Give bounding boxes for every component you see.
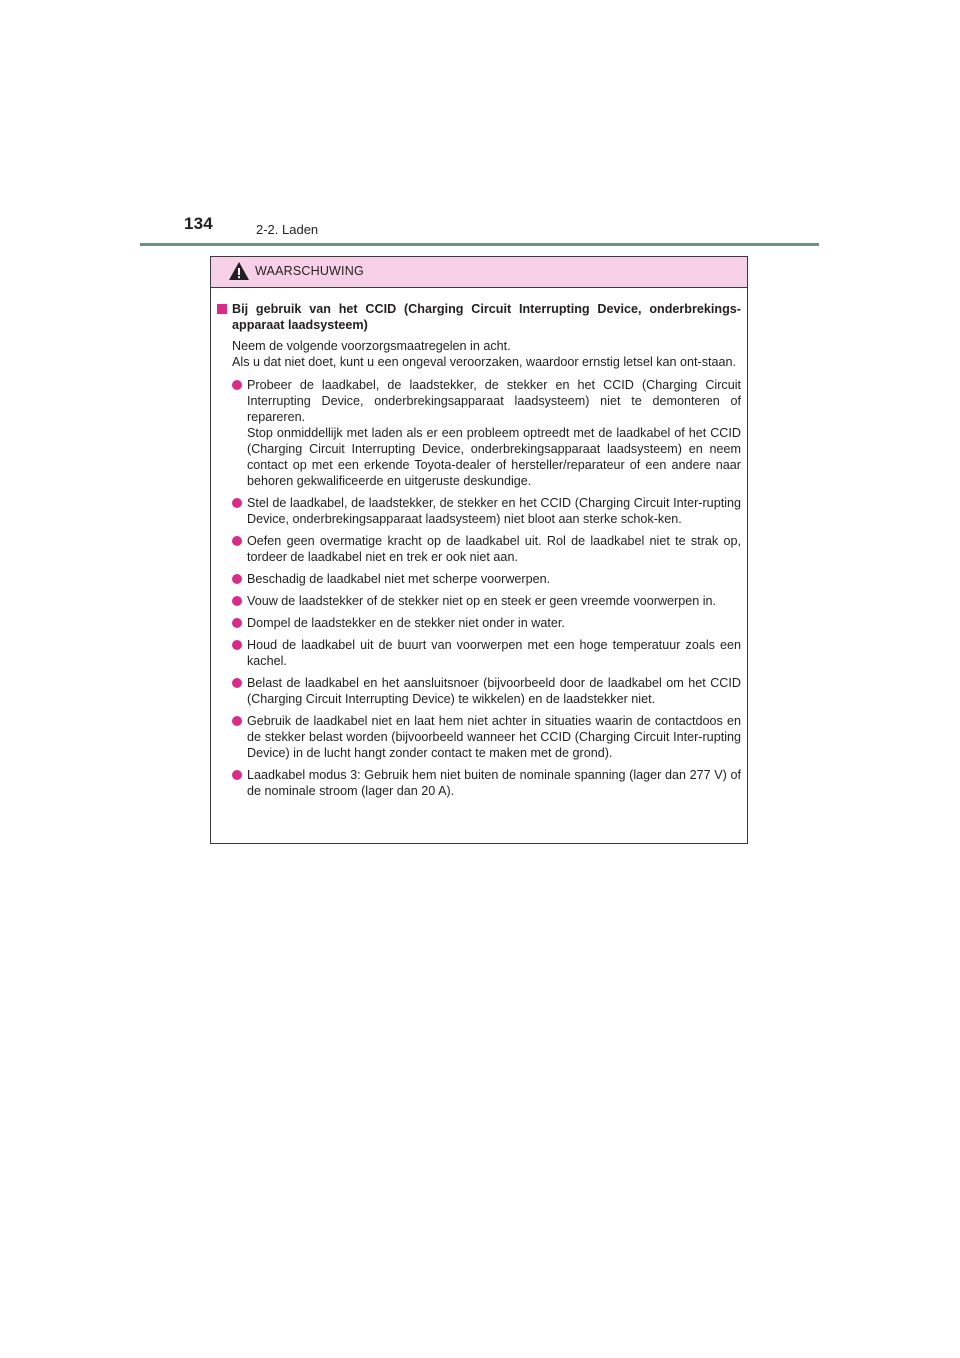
intro-line: Als u dat niet doet, kunt u een ongeval veroorzaken, waardoor ernstig letsel kan ont-staan.	[232, 355, 737, 369]
warning-triangle-icon	[228, 261, 250, 281]
list-item-text	[247, 495, 741, 527]
list-item-line: Stel de laadkabel, de laadstekker, de stekker en het CCID (Charging Circuit Inter-rupting Device, onderbrekingsapparaat laadsysteem) niet bloot aan sterke schok-ken.	[247, 496, 741, 526]
list-item-line: Stop onmiddellijk met laden als er een probleem optreedt met de laadkabel of het CCID (Charging Circuit Interrupting Device, onderbrekingsapparaat laadsysteem) en neem contact op met een erkende Toyota-dealer of hersteller/reparateur of een andere naar behoren gekwalificeerde en uitgeruste deskundige.	[247, 426, 741, 488]
section-label: 2-2. Laden	[256, 222, 319, 237]
bullet-dot-icon	[232, 678, 242, 688]
warning-heading	[217, 301, 741, 333]
page-number: 134	[184, 214, 213, 233]
list-item-line: Laadkabel modus 3: Gebruik hem niet buiten de nominale spanning (lager dan 277 V) of de nominale stroom (lager dan 20 A).	[247, 768, 741, 798]
list-item-text	[247, 377, 741, 489]
list-item	[232, 495, 741, 527]
list-item-line: Dompel de laadstekker en de stekker niet onder in water.	[247, 616, 565, 630]
list-item	[232, 675, 741, 707]
list-item	[232, 615, 741, 631]
list-item-text	[247, 675, 741, 707]
bullet-dot-icon	[232, 536, 242, 546]
bullet-dot-icon	[232, 574, 242, 584]
bullet-dot-icon	[232, 640, 242, 650]
warning-intro	[232, 338, 741, 370]
warning-list	[232, 377, 741, 799]
list-item-text	[247, 637, 741, 669]
list-item-line: Houd de laadkabel uit de buurt van voorwerpen met een hoge temperatuur zoals een kachel.	[247, 638, 741, 668]
list-item-line: Probeer de laadkabel, de laadstekker, de stekker en het CCID (Charging Circuit Interrupting Device, onderbrekingsapparaat laadsysteem) niet te demonteren of repareren.	[247, 378, 741, 424]
list-item-line: Oefen geen overmatige kracht op de laadkabel uit. Rol de laadkabel niet te strak op, tordeer de laadkabel niet en trek er ook niet aan.	[247, 534, 741, 564]
list-item-line: Beschadig de laadkabel niet met scherpe voorwerpen.	[247, 572, 551, 586]
list-item	[232, 533, 741, 565]
list-item	[232, 571, 741, 587]
list-item-text	[247, 533, 741, 565]
list-item-text	[247, 713, 741, 761]
list-item-text	[247, 615, 741, 631]
list-item-text	[247, 571, 741, 587]
warning-heading-text: Bij gebruik van het CCID (Charging Circuit Interrupting Device, onderbrekings-apparaat laadsysteem)	[232, 302, 741, 332]
list-item	[232, 767, 741, 799]
list-item-line: Vouw de laadstekker of de stekker niet op en steek er geen vreemde voorwerpen in.	[247, 594, 717, 608]
warning-header	[211, 257, 747, 288]
list-item	[232, 713, 741, 761]
list-item-line: Belast de laadkabel en het aansluitsnoer (bijvoorbeeld door de laadkabel om het CCID (Charging Circuit Interrupting Device) te wikkelen) en de laadstekker niet.	[247, 676, 741, 706]
intro-line: Neem de volgende voorzorgsmaatregelen in acht.	[232, 339, 511, 353]
square-bullet-icon	[217, 304, 227, 314]
warning-title: WAARSCHUWING	[255, 264, 364, 278]
bullet-dot-icon	[232, 770, 242, 780]
bullet-dot-icon	[232, 596, 242, 606]
bullet-dot-icon	[232, 618, 242, 628]
list-item	[232, 593, 741, 609]
list-item	[232, 637, 741, 669]
bullet-dot-icon	[232, 498, 242, 508]
warning-box	[210, 256, 748, 844]
list-item	[232, 377, 741, 489]
list-item-text	[247, 767, 741, 799]
list-item-line: Gebruik de laadkabel niet en laat hem niet achter in situaties waarin de contactdoos en de stekker belast worden (bijvoorbeeld wanneer het CCID (Charging Circuit Inter-rupting Device) in de lucht hangt zonder contact te maken met de grond).	[247, 714, 741, 760]
warning-body	[211, 288, 747, 799]
list-item-text	[247, 593, 741, 609]
header-rule	[140, 243, 819, 246]
bullet-dot-icon	[232, 716, 242, 726]
bullet-dot-icon	[232, 380, 242, 390]
